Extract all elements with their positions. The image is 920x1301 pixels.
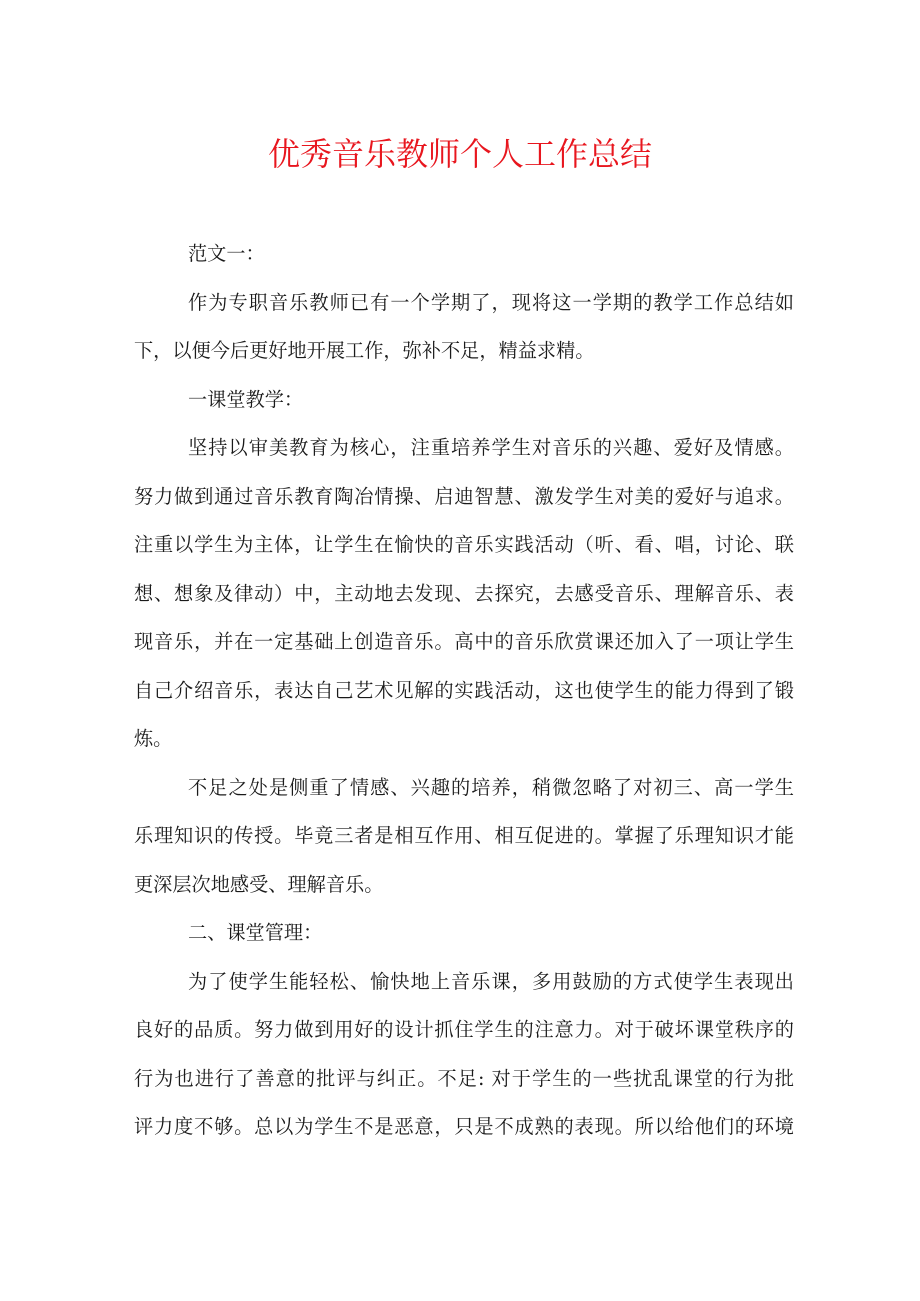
paragraph-line: 想、想象及律动）中，主动地去发现、去探究，去感受音乐、理解音乐、表 <box>134 581 794 605</box>
paragraph-line: 行为也进行了善意的批评与纠正。不足: 对于学生的一些扰乱课堂的行为批 <box>134 1066 794 1090</box>
document-body <box>134 230 794 1152</box>
paragraph-line: 不足之处是侧重了情感、兴趣的培养，稍微忽略了对初三、高一学生 <box>188 775 794 799</box>
paragraph-line: 努力做到通过音乐教育陶冶情操、启迪智慧、激发学生对美的爱好与追求。 <box>134 484 794 508</box>
paragraph-line: 更深层次地感受、理解音乐。 <box>134 872 384 896</box>
paragraph-line: 坚持以审美教育为核心，注重培养学生对音乐的兴趣、爱好及情感。 <box>188 436 794 459</box>
paragraph-line: 现音乐，并在一定基础上创造音乐。高中的音乐欣赏课还加入了一项让学生 <box>134 630 794 653</box>
paragraph-line: 为了使学生能轻松、愉快地上音乐课，多用鼓励的方式使学生表现出 <box>188 969 794 993</box>
section-heading: 一课堂教学： <box>188 387 304 411</box>
section-label: 范文一： <box>188 242 265 265</box>
paragraph-line: 自己介绍音乐，表达自己艺术见解的实践活动，这也使学生的能力得到了锻 <box>134 678 794 702</box>
paragraph-line: 评力度不够。总以为学生不是恶意，只是不成熟的表现。所以给他们的环境 <box>134 1115 794 1138</box>
paragraph-line: 注重以学生为主体，让学生在愉快的音乐实践活动（听、看、唱，讨论、联 <box>134 533 794 556</box>
paragraph-line: 炼。 <box>134 727 173 750</box>
paragraph-line: 良好的品质。努力做到用好的设计抓住学生的注意力。对于破坏课堂秩序的 <box>134 1018 794 1041</box>
paragraph-line: 乐理知识的传授。毕竟三者是相互作用、相互促进的。掌握了乐理知识才能 <box>134 824 794 847</box>
paragraph-line: 下，以便今后更好地开展工作，弥补不足，精益求精。 <box>134 339 595 362</box>
document-title: 优秀音乐教师个人工作总结 <box>267 135 652 173</box>
section-heading: 二、课堂管理： <box>188 921 323 944</box>
paragraph-line: 作为专职音乐教师已有一个学期了，现将这一学期的教学工作总结如 <box>188 290 794 314</box>
